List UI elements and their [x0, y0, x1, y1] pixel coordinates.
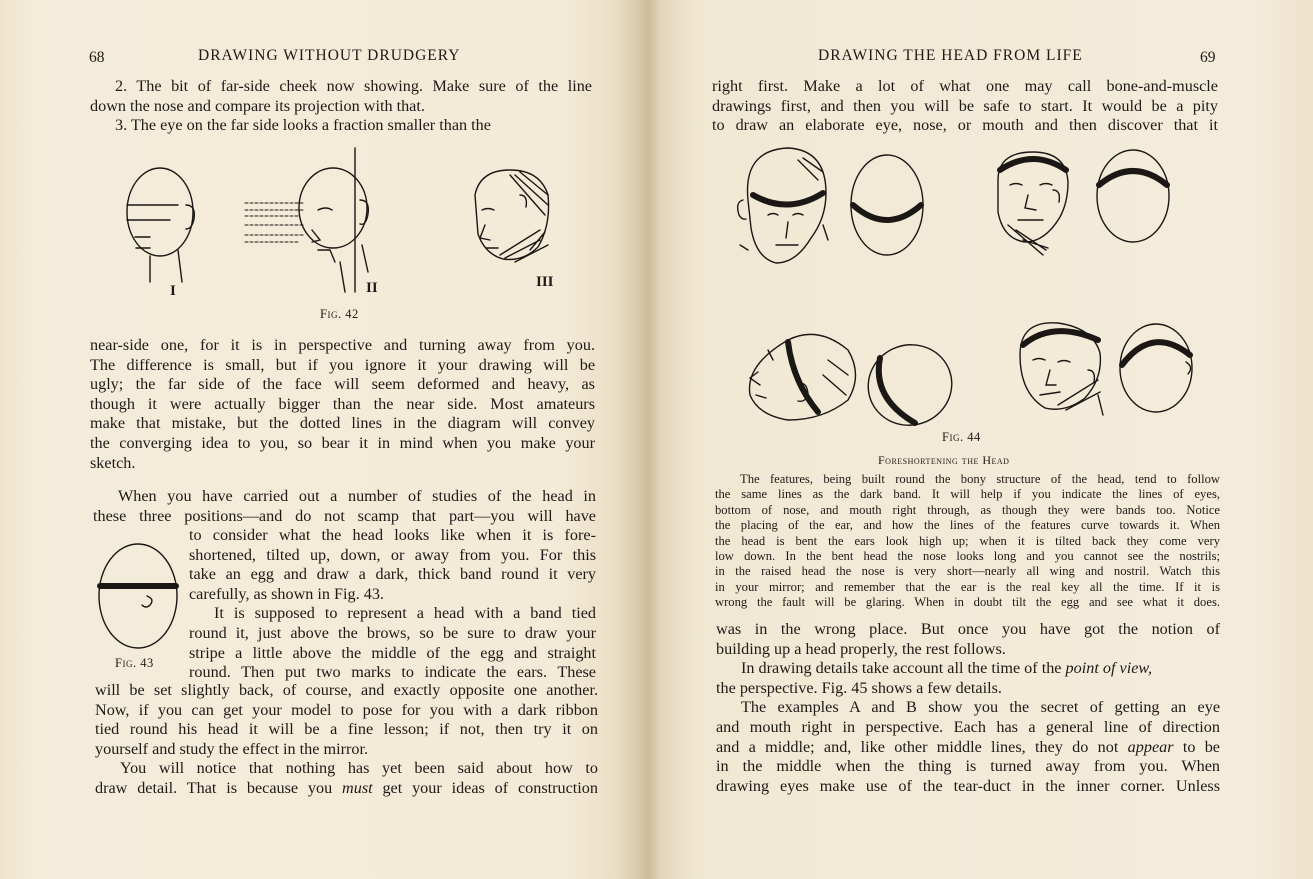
text-line: 2. The bit of far-side cheek now showing. Make sure of the line [115, 77, 592, 95]
figure-43-caption: Fig. 43 [115, 656, 154, 670]
text-line: make that mistake, but the dotted lines in the diagram will convey [90, 414, 595, 433]
figure-44-description [715, 472, 1220, 611]
text-line: Now, if you can get your model to pose for you with a dark ribbon [95, 700, 598, 719]
text-line: to consider what the head looks like when it is fore- [189, 526, 596, 544]
text-line: bottom of nose, and mouth right through, as though they were bands too. Notice [715, 502, 1220, 517]
text-line: take an egg and draw a dark, thick band round it very [189, 565, 596, 584]
text-line: sketch. [90, 453, 136, 472]
page-number: 69 [1200, 49, 1216, 66]
italic-text: must [342, 778, 373, 797]
text-line: low down. In the bent head the nose looks long and you cannot see the nostrils; [715, 548, 1220, 563]
text-line: yourself and study the effect in the mirror. [95, 739, 369, 758]
figure-44-caption: Fig. 44 [942, 430, 981, 444]
text-line: in your mirror; and remember that the ear is the real key all the time. If it is [715, 579, 1220, 594]
text-line: right first. Make a lot of what one may call bone-and-muscle [712, 77, 1218, 95]
text-segment: get your ideas of construction [372, 778, 598, 797]
text-line: wrong the fault will be glaring. When in doubt tilt the egg and see what it does. [715, 595, 1220, 610]
page-number: 68 [89, 49, 105, 66]
text-line: the converging idea to you, so bear it in mind when you make your [90, 433, 595, 452]
text-line: was in the wrong place. But once you have got the notion of [716, 620, 1220, 638]
running-head: DRAWING THE HEAD FROM LIFE [818, 47, 1083, 64]
left-page [0, 0, 645, 879]
text-line [95, 779, 598, 799]
text-line: You will notice that nothing has yet been said about how to [120, 759, 598, 778]
figure-label-1: I [170, 283, 176, 299]
text-line: The difference is small, but if you ignore it your drawing will be [90, 355, 595, 374]
text-line: tied round his head it will be a fine lesson; if not, then try it on [95, 720, 598, 739]
figure-label-3: III [536, 274, 554, 290]
italic-text: appear [1127, 737, 1174, 756]
text-line: It is supposed to represent a head with a band tied [214, 604, 596, 623]
text-line: building up a head properly, the rest follows. [716, 639, 1006, 658]
text-line: drawings first, and then you will be safe to start. It would be a pity [712, 96, 1218, 115]
text-line: stripe a little above the middle of the egg and straight [189, 643, 596, 662]
text-line: these three positions—and do not scamp that part—you will have [93, 506, 596, 525]
text-line: to draw an elaborate eye, nose, or mouth and then discover that it [712, 116, 1218, 135]
text-line: the same lines as the dark band. It will help if you indicate the lines of eyes, [715, 487, 1220, 502]
figure-44-title: Foreshortening the Head [878, 453, 1010, 467]
paragraph-block [189, 526, 596, 683]
text-line: in the raised head the nose is very short—nearly all wing and nostril. Watch this [715, 564, 1220, 579]
text-line: The features, being built round the bony structure of the head, tend to follow [740, 472, 1220, 486]
text-line: in the middle when the thing is turned away from you. When [716, 757, 1220, 776]
text-line: When you have carried out a number of studies of the head in [118, 487, 596, 505]
text-line: round it, just above the brows, so be sure to draw your [189, 623, 596, 642]
paragraph-block [716, 620, 1220, 796]
text-line: near-side one, for it is in perspective and turning away from you. [90, 336, 595, 354]
text-line: drawing eyes make use of the tear-duct in the inner corner. Unless [716, 776, 1220, 795]
text-line: and mouth right in perspective. Each has a general line of direction [716, 717, 1220, 736]
text-line: The examples A and B show you the secret of getting an eye [741, 698, 1220, 717]
text-line: 3. The eye on the far side looks a fraction smaller than the [115, 116, 491, 135]
right-page [648, 0, 1313, 879]
text-segment: In drawing details take account all the time of the [741, 659, 1066, 678]
text-line [716, 738, 1220, 758]
text-line: the perspective. Fig. 45 shows a few details. [716, 678, 1002, 697]
text-segment: and a middle; and, like other middle lines, they do not [716, 737, 1128, 756]
paragraph-block [95, 681, 598, 799]
text-line: though it were actually bigger than the near side. Most amateurs [90, 394, 595, 413]
figure-label-2: II [366, 280, 378, 296]
text-line: the head is bent the ears look high up; when it is tilted back they come very [715, 533, 1220, 548]
text-line: down the nose and compare its projection with that. [90, 96, 425, 115]
text-line: the placing of the ear, and how the lines of the features curve towards it. When [715, 518, 1220, 533]
text-segment: draw detail. That is because you [95, 778, 343, 797]
text-segment: to be [1173, 737, 1220, 756]
italic-text: point of view, [1065, 659, 1153, 678]
running-head: DRAWING WITHOUT DRUDGERY [198, 47, 461, 64]
text-line: will be set slightly back, of course, and exactly opposite one another. [95, 681, 598, 699]
figure-42-caption: Fig. 42 [320, 307, 359, 321]
text-line: shortened, tilted up, down, or away from you. For this [189, 545, 596, 564]
text-line [716, 659, 1220, 679]
text-line: ugly; the far side of the face will seem deformed and heavy, as [90, 375, 595, 394]
text-line: round. Then put two marks to indicate the ears. These [189, 663, 596, 682]
text-line: carefully, as shown in Fig. 43. [189, 584, 384, 603]
